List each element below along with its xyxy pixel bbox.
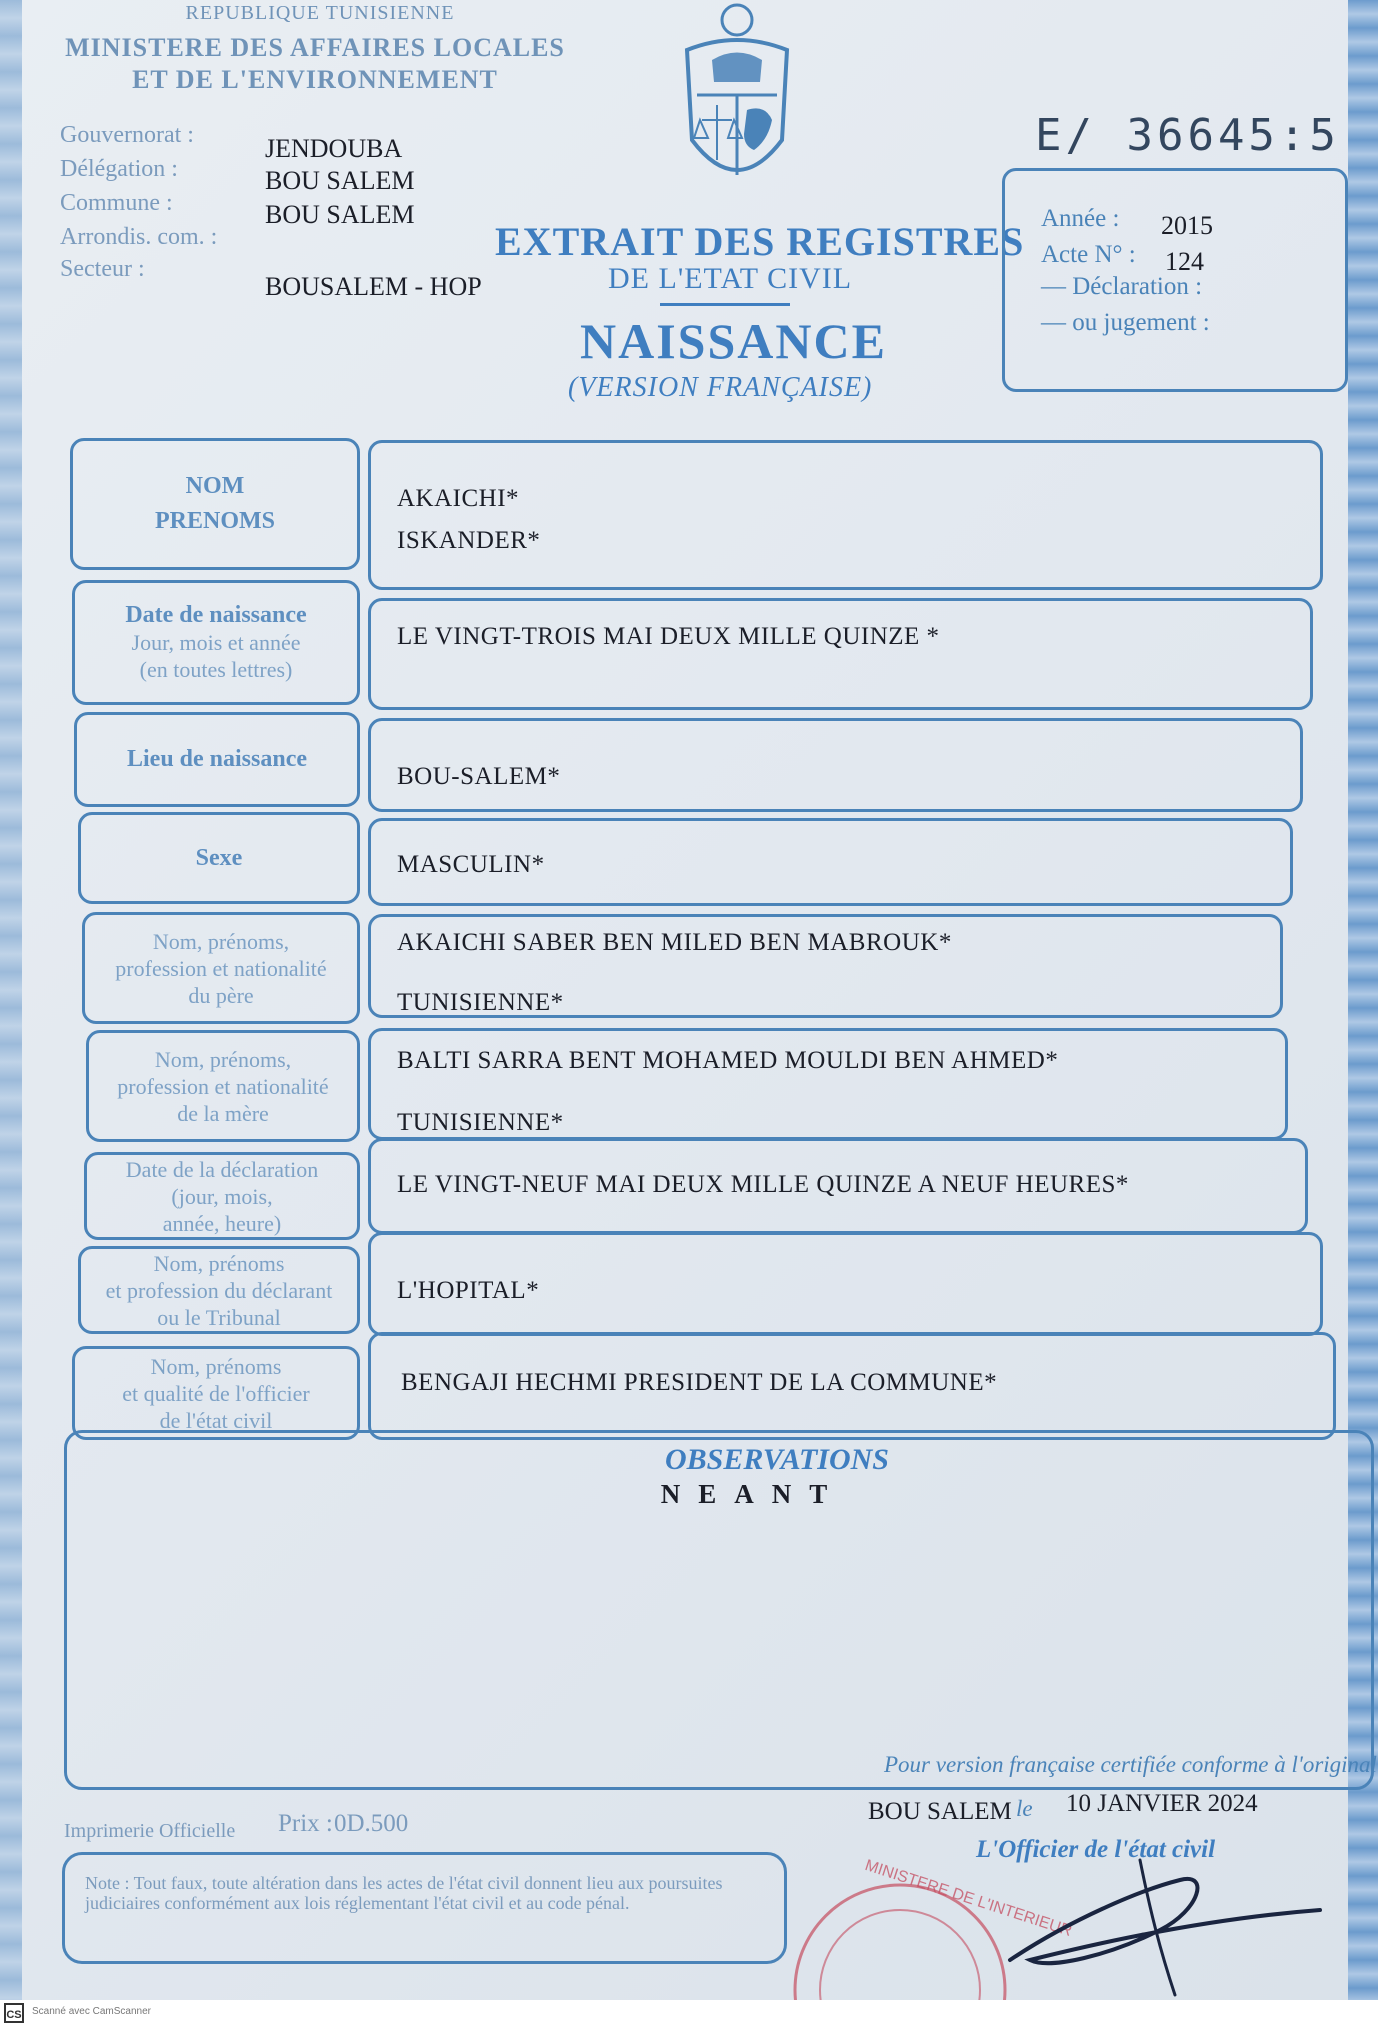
commune-value: BOU SALEM: [265, 200, 415, 229]
place-value: BOU SALEM: [868, 1798, 1012, 1825]
date-naissance-value: LE VINGT-TROIS MAI DEUX MILLE QUINZE *: [397, 623, 940, 650]
jugement-label: — ou jugement :: [1041, 309, 1210, 336]
delegation-value: BOU SALEM: [265, 166, 415, 195]
secteur-label: Secteur :: [60, 256, 145, 282]
date-value: 10 JANVIER 2024: [1066, 1790, 1258, 1817]
le-label: le: [1016, 1796, 1033, 1821]
camscanner-text: Scanné avec CamScanner: [32, 2006, 151, 2017]
mere-value-1: BALTI SARRA BENT MOHAMED MOULDI BEN AHMED*: [397, 1047, 1059, 1074]
nom-prenoms-label-box: [70, 438, 360, 570]
pere-label-box: [82, 912, 360, 1024]
title-divider: [660, 303, 790, 306]
secteur-value: BOUSALEM - HOP: [265, 272, 482, 301]
title-version: (VERSION FRANÇAISE): [568, 372, 873, 403]
price-label: Prix :: [278, 1810, 333, 1837]
date-naissance-label: Date de naissance: [125, 602, 307, 628]
lieu-value: BOU-SALEM*: [397, 763, 561, 790]
declarant-value-box: [368, 1232, 1323, 1336]
mere-value-box: [368, 1028, 1288, 1140]
certified-text: Pour version française certifiée conforme à l'original: [884, 1752, 1377, 1777]
ministry-line2: ET DE L'ENVIRONNEMENT: [132, 65, 498, 94]
printer-label: Imprimerie Officielle: [64, 1820, 236, 1842]
stamp-text: MINISTERE DE L'INTERIEUR: [862, 1857, 1074, 1941]
declaration-label-3: année, heure): [162, 1210, 282, 1236]
sexe-label: Sexe: [195, 844, 243, 871]
pere-value-1: AKAICHI SABER BEN MILED BEN MABROUK*: [397, 929, 952, 956]
nom-value: AKAICHI*: [397, 485, 520, 512]
officier-label-2: et qualité de l'officier: [122, 1380, 310, 1406]
annee-label: Année :: [1041, 205, 1120, 232]
declaration-value: LE VINGT-NEUF MAI DEUX MILLE QUINZE A NEUF HEURES*: [397, 1171, 1129, 1198]
sexe-value-box: [368, 818, 1293, 906]
declarant-label-1: Nom, prénoms: [153, 1250, 285, 1276]
pere-label-3: du père: [188, 982, 254, 1008]
price-value: 0D.500: [334, 1810, 409, 1837]
declaration-label-1: Date de la déclaration: [125, 1156, 319, 1182]
observations-title: OBSERVATIONS: [665, 1443, 889, 1476]
declarant-label-3: ou le Tribunal: [157, 1304, 281, 1330]
declaration-label-2: (jour, mois,: [171, 1183, 273, 1209]
officer-title: L'Officier de l'état civil: [976, 1836, 1216, 1863]
sexe-label-box: [78, 812, 360, 904]
declarant-value: L'HOPITAL*: [397, 1277, 540, 1304]
officier-label-3: de l'état civil: [159, 1407, 273, 1433]
gouvernorat-value: JENDOUBA: [265, 134, 403, 163]
officier-value: BENGAJI HECHMI PRESIDENT DE LA COMMUNE*: [401, 1369, 998, 1396]
mere-label-3: de la mère: [177, 1100, 269, 1126]
left-border-pattern: [0, 0, 22, 2000]
nom-label: NOM: [185, 473, 245, 499]
commune-label: Commune :: [60, 190, 173, 216]
lieu-label-box: [74, 712, 360, 807]
declaration-label-box: [84, 1152, 360, 1240]
lieu-label: Lieu de naissance: [126, 746, 308, 772]
scanner-watermark-bar: [0, 2000, 1378, 2027]
pere-label-2: profession et nationalité: [115, 955, 327, 981]
declaration-value-box: [368, 1138, 1308, 1234]
mere-label-1: Nom, prénoms,: [154, 1046, 292, 1072]
observations-box: [64, 1430, 1374, 1790]
coat-of-arms-icon: [672, 0, 802, 200]
prenoms-label: PRENOMS: [155, 508, 275, 534]
annee-value: 2015: [1161, 211, 1213, 240]
camscanner-logo-icon: CS: [4, 2003, 24, 2023]
declarant-label-box: [78, 1246, 360, 1334]
officier-label-box: [72, 1346, 360, 1440]
pere-value-box: [368, 914, 1283, 1018]
officier-label-1: Nom, prénoms: [150, 1353, 282, 1379]
pere-label-1: Nom, prénoms,: [152, 928, 290, 954]
title-naissance: NAISSANCE: [580, 313, 887, 369]
mere-value-2: TUNISIENNE*: [397, 1109, 564, 1136]
signature-icon: [990, 1850, 1370, 2000]
acte-label: Acte N° :: [1041, 241, 1136, 268]
officier-value-box: [368, 1332, 1336, 1440]
lieu-value-box: [368, 718, 1303, 812]
prenoms-value: ISKANDER*: [397, 527, 541, 554]
ministry-line1: MINISTERE DES AFFAIRES LOCALES: [65, 33, 565, 62]
nom-prenoms-value-box: [368, 440, 1323, 590]
date-naissance-sub2: (en toutes lettres): [139, 657, 293, 682]
delegation-label: Délégation :: [60, 156, 178, 182]
date-naissance-sub1: Jour, mois et année: [131, 630, 301, 655]
note-box: [62, 1852, 787, 1964]
official-stamp-icon: [780, 1870, 1010, 2000]
observations-value: NEANT: [660, 1479, 846, 1509]
date-naissance-value-box: [368, 598, 1313, 710]
note-text: Note : Tout faux, toute altération dans les actes de l'état civil donnent lieu aux poursuites judiciaires conformément aux lois réglementant l'état civil et au code pénal.: [85, 1873, 723, 1913]
sexe-value: MASCULIN*: [397, 851, 545, 878]
declarant-label-2: et profession du déclarant: [105, 1277, 333, 1303]
date-naissance-label-box: [72, 580, 360, 705]
mere-label-2: profession et nationalité: [117, 1073, 329, 1099]
pere-value-2: TUNISIENNE*: [397, 989, 564, 1016]
serial-number: E/ 36645:5: [1035, 110, 1340, 161]
mere-label-box: [86, 1030, 360, 1142]
acte-value: 124: [1165, 247, 1204, 276]
republic-label: REPUBLIQUE TUNISIENNE: [185, 2, 455, 24]
title-etat-civil: DE L'ETAT CIVIL: [608, 262, 853, 295]
title-extrait: EXTRAIT DES REGISTRES: [495, 219, 1025, 264]
arrondis-label: Arrondis. com. :: [60, 224, 218, 250]
gouvernorat-label: Gouvernorat :: [60, 122, 194, 148]
declaration-label: — Déclaration :: [1041, 273, 1203, 300]
acte-box: [1002, 168, 1348, 392]
